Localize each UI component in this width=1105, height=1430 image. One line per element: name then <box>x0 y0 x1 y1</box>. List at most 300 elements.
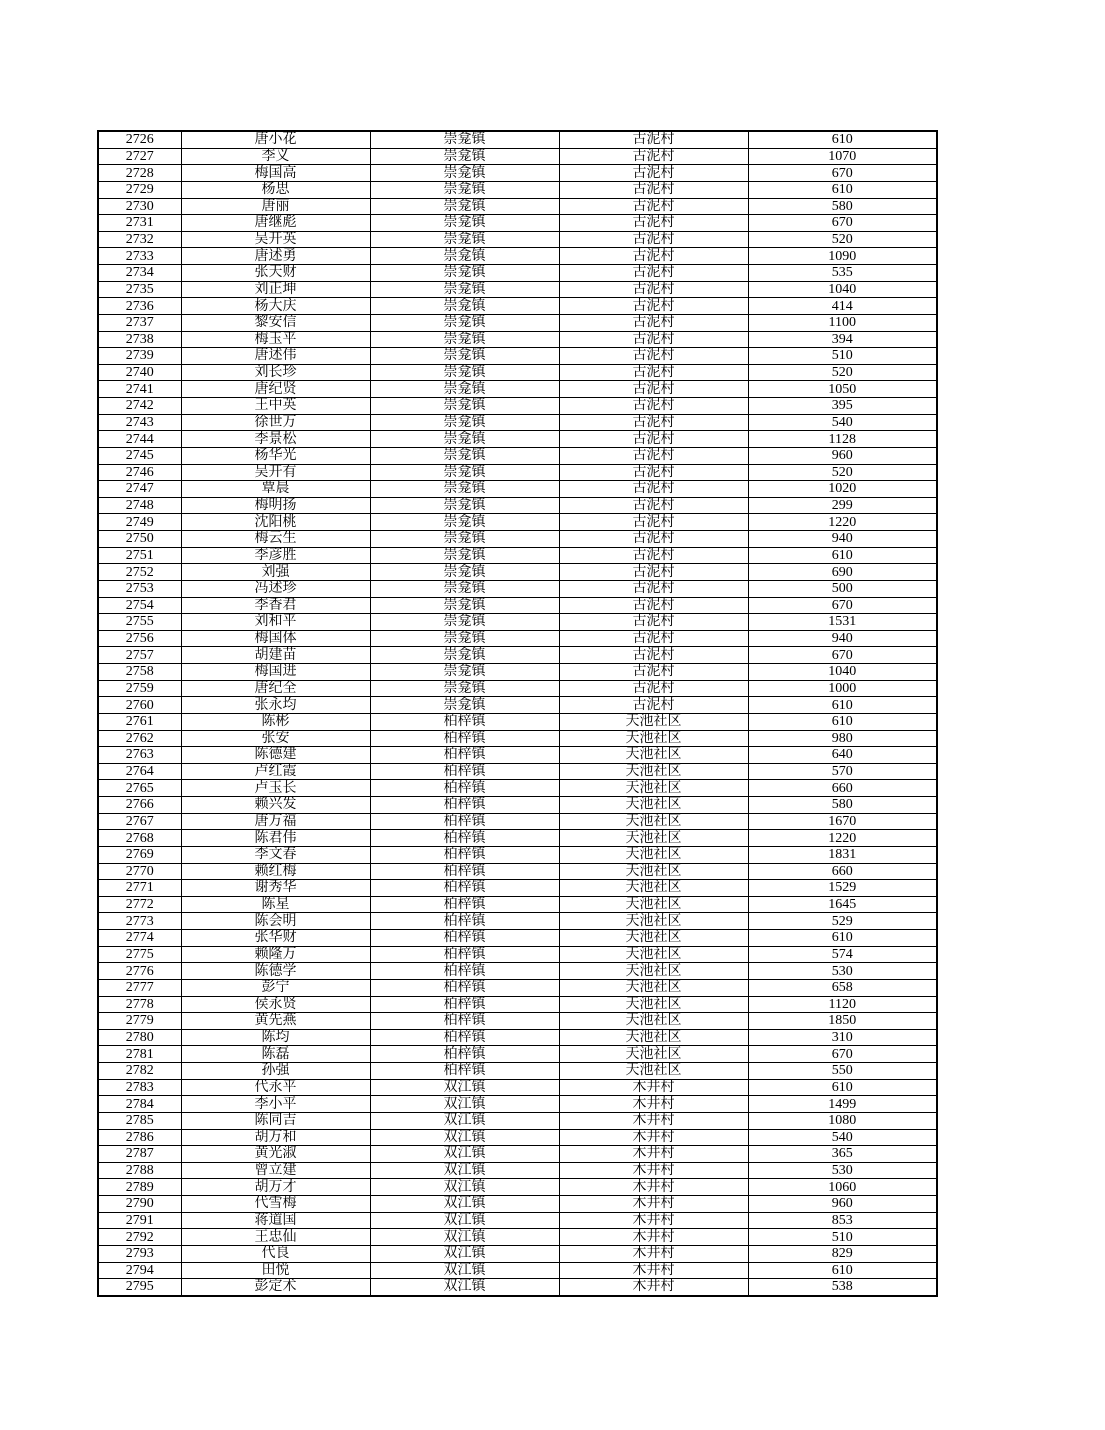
row-number-cell: 2785 <box>98 1112 181 1129</box>
row-number-cell: 2755 <box>98 614 181 631</box>
table-row <box>98 265 937 282</box>
village-cell: 古泥村 <box>559 431 748 448</box>
village-cell: 古泥村 <box>559 314 748 331</box>
amount-cell: 1220 <box>748 514 937 531</box>
row-number-cell: 2781 <box>98 1046 181 1063</box>
amount-cell: 540 <box>748 1129 937 1146</box>
amount-cell: 610 <box>748 547 937 564</box>
row-number-cell: 2735 <box>98 281 181 298</box>
name-cell: 胡建苗 <box>181 647 370 664</box>
amount-cell: 1645 <box>748 896 937 913</box>
row-number-cell: 2782 <box>98 1063 181 1080</box>
village-cell: 古泥村 <box>559 231 748 248</box>
table-row <box>98 597 937 614</box>
table-row <box>98 431 937 448</box>
row-number-cell: 2749 <box>98 514 181 531</box>
town-cell: 崇龛镇 <box>370 547 559 564</box>
town-cell: 柏梓镇 <box>370 747 559 764</box>
town-cell: 柏梓镇 <box>370 913 559 930</box>
village-cell: 古泥村 <box>559 381 748 398</box>
row-number-cell: 2756 <box>98 630 181 647</box>
table-row <box>98 531 937 548</box>
village-cell: 木井村 <box>559 1129 748 1146</box>
village-cell: 古泥村 <box>559 148 748 165</box>
town-cell: 崇龛镇 <box>370 348 559 365</box>
town-cell: 崇龛镇 <box>370 314 559 331</box>
table-row <box>98 1146 937 1163</box>
town-cell: 崇龛镇 <box>370 514 559 531</box>
amount-cell: 414 <box>748 298 937 315</box>
amount-cell: 1120 <box>748 996 937 1013</box>
table-row <box>98 1079 937 1096</box>
town-cell: 双江镇 <box>370 1096 559 1113</box>
town-cell: 崇龛镇 <box>370 131 559 148</box>
table-row <box>98 630 937 647</box>
village-cell: 天池社区 <box>559 730 748 747</box>
table-row <box>98 248 937 265</box>
row-number-cell: 2762 <box>98 730 181 747</box>
name-cell: 陈君伟 <box>181 830 370 847</box>
name-cell: 李香君 <box>181 597 370 614</box>
town-cell: 柏梓镇 <box>370 996 559 1013</box>
amount-cell: 853 <box>748 1212 937 1229</box>
amount-cell: 580 <box>748 198 937 215</box>
village-cell: 天池社区 <box>559 963 748 980</box>
amount-cell: 540 <box>748 414 937 431</box>
row-number-cell: 2779 <box>98 1013 181 1030</box>
table-row <box>98 314 937 331</box>
village-cell: 天池社区 <box>559 1063 748 1080</box>
town-cell: 崇龛镇 <box>370 414 559 431</box>
village-cell: 古泥村 <box>559 398 748 415</box>
village-cell: 天池社区 <box>559 863 748 880</box>
name-cell: 杨大庆 <box>181 298 370 315</box>
village-cell: 古泥村 <box>559 614 748 631</box>
village-cell: 天池社区 <box>559 996 748 1013</box>
name-cell: 孙强 <box>181 1063 370 1080</box>
amount-cell: 658 <box>748 979 937 996</box>
name-cell: 徐世万 <box>181 414 370 431</box>
town-cell: 崇龛镇 <box>370 165 559 182</box>
amount-cell: 670 <box>748 647 937 664</box>
amount-cell: 1040 <box>748 664 937 681</box>
row-number-cell: 2739 <box>98 348 181 365</box>
table-row <box>98 813 937 830</box>
village-cell: 天池社区 <box>559 797 748 814</box>
amount-cell: 580 <box>748 797 937 814</box>
name-cell: 黎安信 <box>181 314 370 331</box>
village-cell: 古泥村 <box>559 348 748 365</box>
amount-cell: 550 <box>748 1063 937 1080</box>
town-cell: 崇龛镇 <box>370 431 559 448</box>
row-number-cell: 2772 <box>98 896 181 913</box>
amount-cell: 510 <box>748 348 937 365</box>
town-cell: 崇龛镇 <box>370 364 559 381</box>
row-number-cell: 2783 <box>98 1079 181 1096</box>
name-cell: 唐丽 <box>181 198 370 215</box>
amount-cell: 1529 <box>748 880 937 897</box>
town-cell: 崇龛镇 <box>370 215 559 232</box>
town-cell: 柏梓镇 <box>370 1046 559 1063</box>
table-row <box>98 1029 937 1046</box>
name-cell: 王忠仙 <box>181 1229 370 1246</box>
amount-cell: 520 <box>748 364 937 381</box>
village-cell: 天池社区 <box>559 880 748 897</box>
amount-cell: 535 <box>748 265 937 282</box>
town-cell: 崇龛镇 <box>370 481 559 498</box>
table-row <box>98 830 937 847</box>
table-row <box>98 713 937 730</box>
table-row <box>98 131 937 148</box>
name-cell: 陈彬 <box>181 713 370 730</box>
table-row <box>98 364 937 381</box>
village-cell: 古泥村 <box>559 680 748 697</box>
table-row <box>98 963 937 980</box>
amount-cell: 1499 <box>748 1096 937 1113</box>
row-number-cell: 2754 <box>98 597 181 614</box>
amount-cell: 670 <box>748 165 937 182</box>
row-number-cell: 2729 <box>98 181 181 198</box>
name-cell: 蒋道国 <box>181 1212 370 1229</box>
name-cell: 陈星 <box>181 896 370 913</box>
name-cell: 唐小花 <box>181 131 370 148</box>
table-row <box>98 414 937 431</box>
name-cell: 陈均 <box>181 1029 370 1046</box>
amount-cell: 940 <box>748 630 937 647</box>
village-cell: 木井村 <box>559 1262 748 1279</box>
name-cell: 唐纪全 <box>181 680 370 697</box>
town-cell: 崇龛镇 <box>370 198 559 215</box>
town-cell: 崇龛镇 <box>370 381 559 398</box>
village-cell: 木井村 <box>559 1162 748 1179</box>
table-row <box>98 1279 937 1296</box>
town-cell: 崇龛镇 <box>370 398 559 415</box>
name-cell: 梅国高 <box>181 165 370 182</box>
name-cell: 胡万才 <box>181 1179 370 1196</box>
name-cell: 黄先燕 <box>181 1013 370 1030</box>
row-number-cell: 2748 <box>98 497 181 514</box>
town-cell: 柏梓镇 <box>370 896 559 913</box>
name-cell: 唐纪贤 <box>181 381 370 398</box>
name-cell: 唐继彪 <box>181 215 370 232</box>
table-row <box>98 398 937 415</box>
row-number-cell: 2750 <box>98 531 181 548</box>
table-row <box>98 231 937 248</box>
amount-cell: 1060 <box>748 1179 937 1196</box>
table-row <box>98 730 937 747</box>
amount-cell: 960 <box>748 1196 937 1213</box>
table-row <box>98 165 937 182</box>
name-cell: 梅玉平 <box>181 331 370 348</box>
name-cell: 陈德学 <box>181 963 370 980</box>
row-number-cell: 2731 <box>98 215 181 232</box>
table-row <box>98 148 937 165</box>
village-cell: 古泥村 <box>559 664 748 681</box>
village-cell: 古泥村 <box>559 181 748 198</box>
village-cell: 古泥村 <box>559 298 748 315</box>
row-number-cell: 2727 <box>98 148 181 165</box>
name-cell: 唐述勇 <box>181 248 370 265</box>
town-cell: 柏梓镇 <box>370 863 559 880</box>
table-row <box>98 464 937 481</box>
row-number-cell: 2732 <box>98 231 181 248</box>
town-cell: 柏梓镇 <box>370 846 559 863</box>
name-cell: 张天财 <box>181 265 370 282</box>
amount-cell: 1040 <box>748 281 937 298</box>
village-cell: 古泥村 <box>559 248 748 265</box>
table-row <box>98 1212 937 1229</box>
row-number-cell: 2770 <box>98 863 181 880</box>
name-cell: 赖红梅 <box>181 863 370 880</box>
village-cell: 天池社区 <box>559 747 748 764</box>
village-cell: 木井村 <box>559 1196 748 1213</box>
row-number-cell: 2737 <box>98 314 181 331</box>
amount-cell: 1128 <box>748 431 937 448</box>
village-cell: 古泥村 <box>559 165 748 182</box>
table-row <box>98 497 937 514</box>
row-number-cell: 2789 <box>98 1179 181 1196</box>
amount-cell: 980 <box>748 730 937 747</box>
table-row <box>98 514 937 531</box>
amount-cell: 1850 <box>748 1013 937 1030</box>
amount-cell: 310 <box>748 1029 937 1046</box>
town-cell: 双江镇 <box>370 1279 559 1296</box>
table-row <box>98 198 937 215</box>
town-cell: 柏梓镇 <box>370 930 559 947</box>
name-cell: 谢秀华 <box>181 880 370 897</box>
name-cell: 冯述珍 <box>181 580 370 597</box>
table-row <box>98 747 937 764</box>
row-number-cell: 2757 <box>98 647 181 664</box>
name-cell: 吴开英 <box>181 231 370 248</box>
row-number-cell: 2773 <box>98 913 181 930</box>
row-number-cell: 2752 <box>98 564 181 581</box>
row-number-cell: 2776 <box>98 963 181 980</box>
row-number-cell: 2794 <box>98 1262 181 1279</box>
town-cell: 崇龛镇 <box>370 181 559 198</box>
town-cell: 崇龛镇 <box>370 331 559 348</box>
table-row <box>98 1179 937 1196</box>
town-cell: 柏梓镇 <box>370 1029 559 1046</box>
table-row <box>98 797 937 814</box>
village-cell: 天池社区 <box>559 913 748 930</box>
amount-cell: 670 <box>748 597 937 614</box>
table-row <box>98 215 937 232</box>
name-cell: 陈磊 <box>181 1046 370 1063</box>
village-cell: 古泥村 <box>559 281 748 298</box>
amount-cell: 690 <box>748 564 937 581</box>
amount-cell: 640 <box>748 747 937 764</box>
village-cell: 天池社区 <box>559 946 748 963</box>
amount-cell: 394 <box>748 331 937 348</box>
row-number-cell: 2780 <box>98 1029 181 1046</box>
village-cell: 天池社区 <box>559 896 748 913</box>
table-row <box>98 880 937 897</box>
amount-cell: 510 <box>748 1229 937 1246</box>
table-row <box>98 1162 937 1179</box>
amount-cell: 610 <box>748 1079 937 1096</box>
row-number-cell: 2758 <box>98 664 181 681</box>
village-cell: 古泥村 <box>559 414 748 431</box>
table-row <box>98 979 937 996</box>
table-row <box>98 481 937 498</box>
name-cell: 陈会明 <box>181 913 370 930</box>
name-cell: 沈阳桃 <box>181 514 370 531</box>
table-row <box>98 1196 937 1213</box>
village-cell: 天池社区 <box>559 1046 748 1063</box>
amount-cell: 520 <box>748 464 937 481</box>
name-cell: 刘长珍 <box>181 364 370 381</box>
village-cell: 天池社区 <box>559 713 748 730</box>
name-cell: 卢玉长 <box>181 780 370 797</box>
town-cell: 柏梓镇 <box>370 797 559 814</box>
table-row <box>98 930 937 947</box>
village-cell: 木井村 <box>559 1079 748 1096</box>
town-cell: 崇龛镇 <box>370 597 559 614</box>
table-row <box>98 913 937 930</box>
row-number-cell: 2745 <box>98 447 181 464</box>
name-cell: 杨思 <box>181 181 370 198</box>
table-row <box>98 1046 937 1063</box>
row-number-cell: 2767 <box>98 813 181 830</box>
village-cell: 古泥村 <box>559 331 748 348</box>
amount-cell: 610 <box>748 1262 937 1279</box>
table-row <box>98 447 937 464</box>
table-row <box>98 547 937 564</box>
village-cell: 古泥村 <box>559 215 748 232</box>
row-number-cell: 2787 <box>98 1146 181 1163</box>
row-number-cell: 2726 <box>98 131 181 148</box>
row-number-cell: 2736 <box>98 298 181 315</box>
village-cell: 古泥村 <box>559 564 748 581</box>
town-cell: 柏梓镇 <box>370 880 559 897</box>
village-cell: 天池社区 <box>559 813 748 830</box>
row-number-cell: 2791 <box>98 1212 181 1229</box>
table-row <box>98 564 937 581</box>
name-cell: 吴开有 <box>181 464 370 481</box>
name-cell: 覃晨 <box>181 481 370 498</box>
row-number-cell: 2744 <box>98 431 181 448</box>
row-number-cell: 2786 <box>98 1129 181 1146</box>
name-cell: 李小平 <box>181 1096 370 1113</box>
table-row <box>98 1063 937 1080</box>
village-cell: 天池社区 <box>559 930 748 947</box>
town-cell: 崇龛镇 <box>370 248 559 265</box>
row-number-cell: 2742 <box>98 398 181 415</box>
town-cell: 崇龛镇 <box>370 281 559 298</box>
row-number-cell: 2771 <box>98 880 181 897</box>
amount-cell: 670 <box>748 215 937 232</box>
village-cell: 古泥村 <box>559 597 748 614</box>
town-cell: 崇龛镇 <box>370 580 559 597</box>
amount-cell: 1831 <box>748 846 937 863</box>
village-cell: 古泥村 <box>559 647 748 664</box>
amount-cell: 1050 <box>748 381 937 398</box>
name-cell: 梅国体 <box>181 630 370 647</box>
amount-cell: 610 <box>748 131 937 148</box>
village-cell: 古泥村 <box>559 464 748 481</box>
village-cell: 古泥村 <box>559 531 748 548</box>
town-cell: 双江镇 <box>370 1262 559 1279</box>
row-number-cell: 2743 <box>98 414 181 431</box>
data-table <box>97 130 938 1297</box>
town-cell: 柏梓镇 <box>370 730 559 747</box>
row-number-cell: 2795 <box>98 1279 181 1296</box>
amount-cell: 940 <box>748 531 937 548</box>
row-number-cell: 2774 <box>98 930 181 947</box>
name-cell: 彭宁 <box>181 979 370 996</box>
amount-cell: 670 <box>748 1046 937 1063</box>
row-number-cell: 2788 <box>98 1162 181 1179</box>
name-cell: 代永平 <box>181 1079 370 1096</box>
name-cell: 李彦胜 <box>181 547 370 564</box>
name-cell: 梅明扬 <box>181 497 370 514</box>
name-cell: 唐述伟 <box>181 348 370 365</box>
row-number-cell: 2730 <box>98 198 181 215</box>
town-cell: 崇龛镇 <box>370 647 559 664</box>
table-row <box>98 647 937 664</box>
village-cell: 古泥村 <box>559 447 748 464</box>
name-cell: 胡万和 <box>181 1129 370 1146</box>
amount-cell: 1090 <box>748 248 937 265</box>
town-cell: 双江镇 <box>370 1212 559 1229</box>
row-number-cell: 2768 <box>98 830 181 847</box>
row-number-cell: 2793 <box>98 1245 181 1262</box>
name-cell: 张安 <box>181 730 370 747</box>
town-cell: 双江镇 <box>370 1245 559 1262</box>
town-cell: 双江镇 <box>370 1129 559 1146</box>
name-cell: 杨华光 <box>181 447 370 464</box>
amount-cell: 529 <box>748 913 937 930</box>
name-cell: 陈德建 <box>181 747 370 764</box>
village-cell: 古泥村 <box>559 265 748 282</box>
table-row <box>98 1013 937 1030</box>
village-cell: 天池社区 <box>559 763 748 780</box>
town-cell: 崇龛镇 <box>370 464 559 481</box>
village-cell: 古泥村 <box>559 364 748 381</box>
row-number-cell: 2766 <box>98 797 181 814</box>
village-cell: 古泥村 <box>559 198 748 215</box>
town-cell: 崇龛镇 <box>370 447 559 464</box>
amount-cell: 829 <box>748 1245 937 1262</box>
town-cell: 柏梓镇 <box>370 963 559 980</box>
name-cell: 刘和平 <box>181 614 370 631</box>
row-number-cell: 2753 <box>98 580 181 597</box>
village-cell: 木井村 <box>559 1179 748 1196</box>
village-cell: 古泥村 <box>559 481 748 498</box>
village-cell: 古泥村 <box>559 547 748 564</box>
town-cell: 双江镇 <box>370 1162 559 1179</box>
amount-cell: 500 <box>748 580 937 597</box>
name-cell: 李义 <box>181 148 370 165</box>
town-cell: 柏梓镇 <box>370 979 559 996</box>
amount-cell: 538 <box>748 1279 937 1296</box>
name-cell: 张华财 <box>181 930 370 947</box>
table-row <box>98 763 937 780</box>
row-number-cell: 2765 <box>98 780 181 797</box>
amount-cell: 610 <box>748 697 937 714</box>
name-cell: 陈同吉 <box>181 1112 370 1129</box>
town-cell: 双江镇 <box>370 1146 559 1163</box>
village-cell: 天池社区 <box>559 830 748 847</box>
amount-cell: 610 <box>748 713 937 730</box>
town-cell: 崇龛镇 <box>370 298 559 315</box>
row-number-cell: 2738 <box>98 331 181 348</box>
village-cell: 木井村 <box>559 1245 748 1262</box>
amount-cell: 365 <box>748 1146 937 1163</box>
village-cell: 古泥村 <box>559 580 748 597</box>
row-number-cell: 2792 <box>98 1229 181 1246</box>
